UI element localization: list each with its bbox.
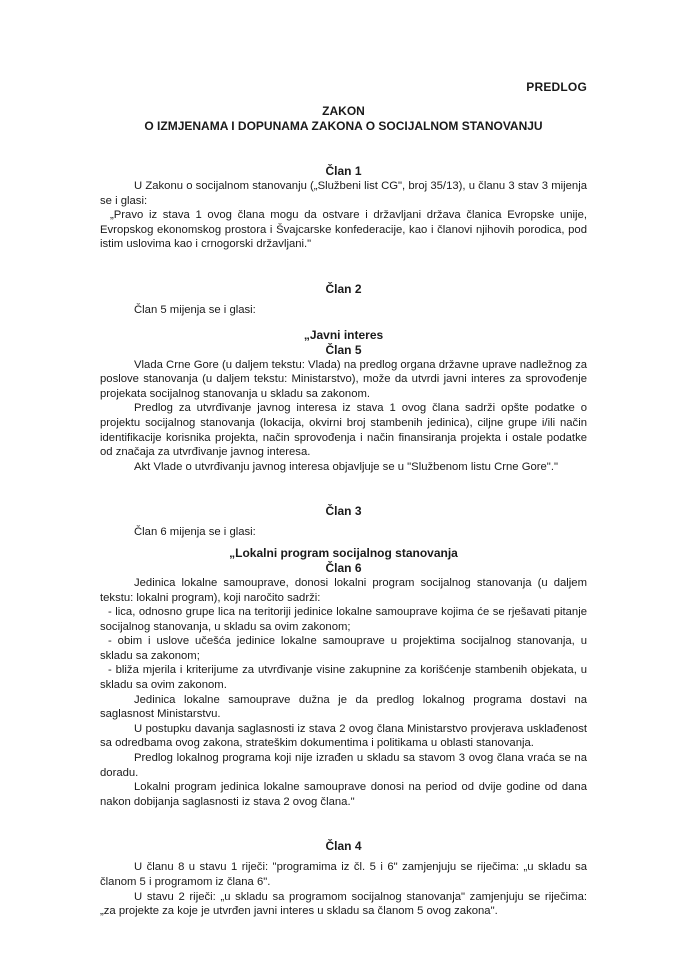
clan4-paragraph-1: U članu 8 u stavu 1 riječi: "programima iz čl. 5 i 6" zamjenjuju se riječima: „u skladu sa članom 5 i programom iz člana 6". [100, 861, 587, 888]
clan1-heading: Član 1 [325, 164, 362, 178]
clan4-heading: Član 4 [325, 839, 362, 854]
clan1-intro: U Zakonu o socijalnom stanovanju („Službeni list CG", broj 35/13), u članu 3 stav 3 mijenja se i glasi: [100, 180, 587, 207]
clan3-paragraph-5: Lokalni program jedinica lokalne samouprave donosi na period od dvije godine od dana nakon dobijanja saglasnosti iz stava 2 ovog člana." [100, 781, 587, 808]
clan2-subheading: Član 5 [325, 342, 362, 357]
clan2-intro: Član 5 mijenja se i glasi: [134, 303, 256, 316]
clan3-paragraph-1: Jedinica lokalne samouprave, donosi lokalni program socijalnog stanovanja (u daljem tekstu: lokalni program), koji naročito sadrži: [100, 576, 587, 604]
clan3-list-item: - bliža mjerila i kriterijume za utvrđivanje visine zakupnine za korišćenje stambenih objekata, u skladu sa ovim zakonom. [100, 664, 587, 692]
clan3-paragraph-3: U postupku davanja saglasnosti iz stava 2 ovog člana Ministarstvo provjerava usklađenost sa odredbama ovog zakona, strateškim dokumentima i politikama u oblasti stanovanja. [100, 722, 587, 750]
clan3-subtitle: „Lokalni program socijalnog stanovanja [229, 545, 458, 560]
law-subtitle: O IZMJENAMA I DOPUNAMA ZAKONA O SOCIJALNOM STANOVANJU [144, 119, 543, 133]
clan2-paragraph-1: Vlada Crne Gore (u daljem tekstu: Vlada) na predlog organa državne uprave nadležnog za poslove stanovanja (u daljem tekstu: Ministarstvo), može da utvrdi javni interes za sprovođenje projekata socijalnog stanovanja u skladu sa zakonom. [100, 358, 587, 400]
clan2-paragraph-2: Predlog za utvrđivanje javnog interesa iz stava 1 ovog člana sadrži opšte podatke o projektu socijalnog stanovanja (lokacija, okvirni broj stambenih jedinica), ciljne grupe i/ili način identifikacije korisnika projekta, način sprovođenja i način finansiranja projekta i ostale podatke od značaja za utvrđivanje javnog interesa. [100, 402, 587, 459]
clan3-list-item: - lica, odnosno grupe lica na teritoriji jedinice lokalne samouprave kojima će se rješavati pitanje socijalnog stanovanja, u skladu sa ovim zakonom; [100, 606, 587, 633]
clan2-paragraph-3: Akt Vlade o utvrđivanju javnog interesa objavljuje se u "Službenom listu Crne Gore"." [134, 460, 558, 473]
law-title: ZAKON [322, 104, 365, 118]
clan3-subheading: Član 6 [325, 560, 362, 575]
clan3-paragraph-4: Predlog lokalnog programa koji nije izrađen u skladu sa stavom 3 ovog člana vraća se na doradu. [100, 752, 587, 779]
clan4-paragraph-2: U stavu 2 riječi: „u skladu sa programom socijalnog stanovanja" zamjenjuju se riječima: „za projekte za koje je utvrđen javni interes u skladu sa članom 5 ovog zakona". [100, 890, 587, 918]
clan3-list-item: - obim i uslove učešća jedinice lokalne samouprave u projektima socijalnog stanovanja, u skladu sa zakonom; [100, 635, 587, 662]
clan1-quote: „Pravo iz stava 1 ovog člana mogu da ostvare i državljani država članica Evropske unije, Evropskog ekonomskog prostora i Švajcarske konfederacije, kao i članovi njihovih porodica, pod istim uslovima kao i crnogorski državljani." [100, 209, 587, 251]
predlog-badge: PREDLOG [526, 80, 587, 94]
clan3-paragraph-2: Jedinica lokalne samouprave dužna je da predlog lokalnog programa dostavi na saglasnost Ministarstvu. [100, 693, 587, 721]
clan3-heading: Član 3 [325, 504, 362, 519]
clan2-heading: Član 2 [325, 281, 362, 296]
clan3-intro: Član 6 mijenja se i glasi: [134, 526, 256, 539]
clan2-subtitle: „Javni interes [303, 327, 384, 342]
